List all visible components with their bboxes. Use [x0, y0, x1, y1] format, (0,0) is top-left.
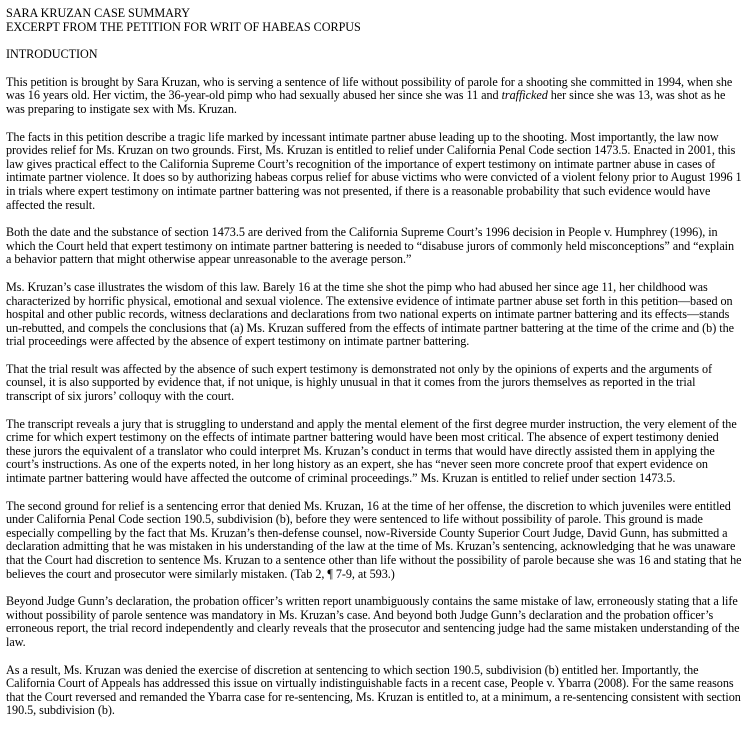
paragraph-1	[6, 76, 742, 117]
document-subtitle: EXCERPT FROM THE PETITION FOR WRIT OF HABEAS CORPUS	[6, 19, 361, 34]
paragraph-7: The second ground for relief is a sentencing error that denied Ms. Kruzan, 16 at the time of her offense, the discretion to which juveniles were entitled under California Penal Code section 190.5, subdivision (b), before they were sentenced to life without possibility of parole. This ground is made especially compelling by the fact that Ms. Kruzan’s then-defense counsel, now-Riverside County Superior Court Judge, David Gunn, has submitted a declaration admitting that he was mistaken in his understanding of the law at the time of Ms. Kruzan’s sentencing, acknowledging that he was unaware that the Court had discretion to sentence Ms. Kruzan to a sentence other than life without the possibility of parole because she was 16 and stating that he believes the court and prosecutor were similarly mistaken. (Tab 2, ¶ 7-9, at 593.)	[6, 498, 742, 581]
document-title: SARA KRUZAN CASE SUMMARY	[6, 6, 191, 20]
document	[6, 7, 742, 718]
paragraph-5: That the trial result was affected by the absence of such expert testimony is demonstrated not only by the opinions of experts and the arguments of counsel, it is also supported by evidence that, if not unique, is highly unusual in that it comes from the jurors themselves as reported in the trial transcript of six jurors’ colloquy with the court.	[6, 361, 712, 404]
paragraph-1-text-start: This petition is brought by Sara Kruzan, who is serving a sentence of life without possibility of parole for a shooting she committed in 1994, when she was 16 years old. Her victim, the 36-year-old pimp who had sexually abused her since she was 11 and	[6, 74, 733, 103]
paragraph-2: The facts in this petition describe a tragic life marked by incessant intimate partner abuse leading up to the shooting. Most importantly, the law now provides relief for Ms. Kruzan on two grounds. First, Ms. Kruzan is entitled to relief under California Penal Code section 1473.5. Enacted in 2001, this law gives practical effect to the California Supreme Court’s recognition of the importance of expert testimony on intimate partner abuse in cases of intimate partner violence. It does so by authorizing habeas corpus relief for abuse victims who were convicted of a violent felony prior to August 1996 1 in trials where expert testimony on intimate partner battering was not presented, if there is a reasonable probability that such evidence would have affected the result.	[6, 129, 742, 212]
section-heading-introduction: INTRODUCTION	[6, 47, 98, 62]
paragraph-1-text-end: her since she was 13, was shot as he was preparing to instigate sex with Ms. Kruzan.	[6, 88, 726, 116]
paragraph-1-italic-word: trafficked	[501, 88, 548, 103]
paragraph-3: Both the date and the substance of section 1473.5 are derived from the California Supreme Court’s 1996 decision in People v. Humphrey (1996), in which the Court held that expert testimony on intimate partner battering is needed to “disabuse jurors of commonly held misconceptions” and “explain a behavior pattern that might otherwise appear unreasonable to the average person.”	[6, 225, 735, 267]
paragraph-4: Ms. Kruzan’s case illustrates the wisdom of this law. Barely 16 at the time she shot the pimp who had abused her since age 11, her childhood was characterized by horrific physical, emotional and sexual violence. The extensive evidence of intimate partner abuse set forth in this petition—based on hospital and other public records, witness declarations and declarations from two national experts on intimate partner battering and its effects—stands un-rebutted, and compels the conclusions that (a) Ms. Kruzan suffered from the effects of intimate partner battering at the time of the crime and (b) the trial proceedings were affected by the absence of expert testimony on intimate partner battering.	[6, 279, 734, 349]
paragraph-8: Beyond Judge Gunn’s declaration, the probation officer’s written report unambiguously contains the same mistake of law, erroneously stating that a life without possibility of parole sentence was mandatory in Ms. Kruzan’s case. And beyond both Judge Gunn’s declaration and the probation officer’s erroneous report, the trial record independently and clearly reveals that the prosecutor and sentencing judge had the same mistaken understanding of the law.	[6, 594, 740, 649]
paragraph-9: As a result, Ms. Kruzan was denied the exercise of discretion at sentencing to which section 190.5, subdivision (b) entitled her. Importantly, the California Court of Appeals has addressed this issue on virtually indistinguishable facts in a recent case, People v. Ybarra (2008). For the same reasons that the Court reversed and remanded the Ybarra case for re-sentencing, Ms. Kruzan is entitled to, at a minimum, a re-sentencing consistent with section 190.5, subdivision (b).	[6, 662, 741, 718]
paragraph-6: The transcript reveals a jury that is struggling to understand and apply the mental element of the first degree murder instruction, the very element of the crime for which expert testimony on the effects of intimate partner battering would have been most critical. The absence of expert testimony denied these jurors the equivalent of a translator who could interpret Ms. Kruzan’s conduct in terms that would have directly assisted them in applying the court’s instructions. As one of the experts noted, in her long history as an expert, she has “never seen more concrete proof that expert evidence on intimate partner battering would have affected the outcome of criminal proceedings.” Ms. Kruzan is entitled to relief under section 1473.5.	[6, 416, 737, 486]
